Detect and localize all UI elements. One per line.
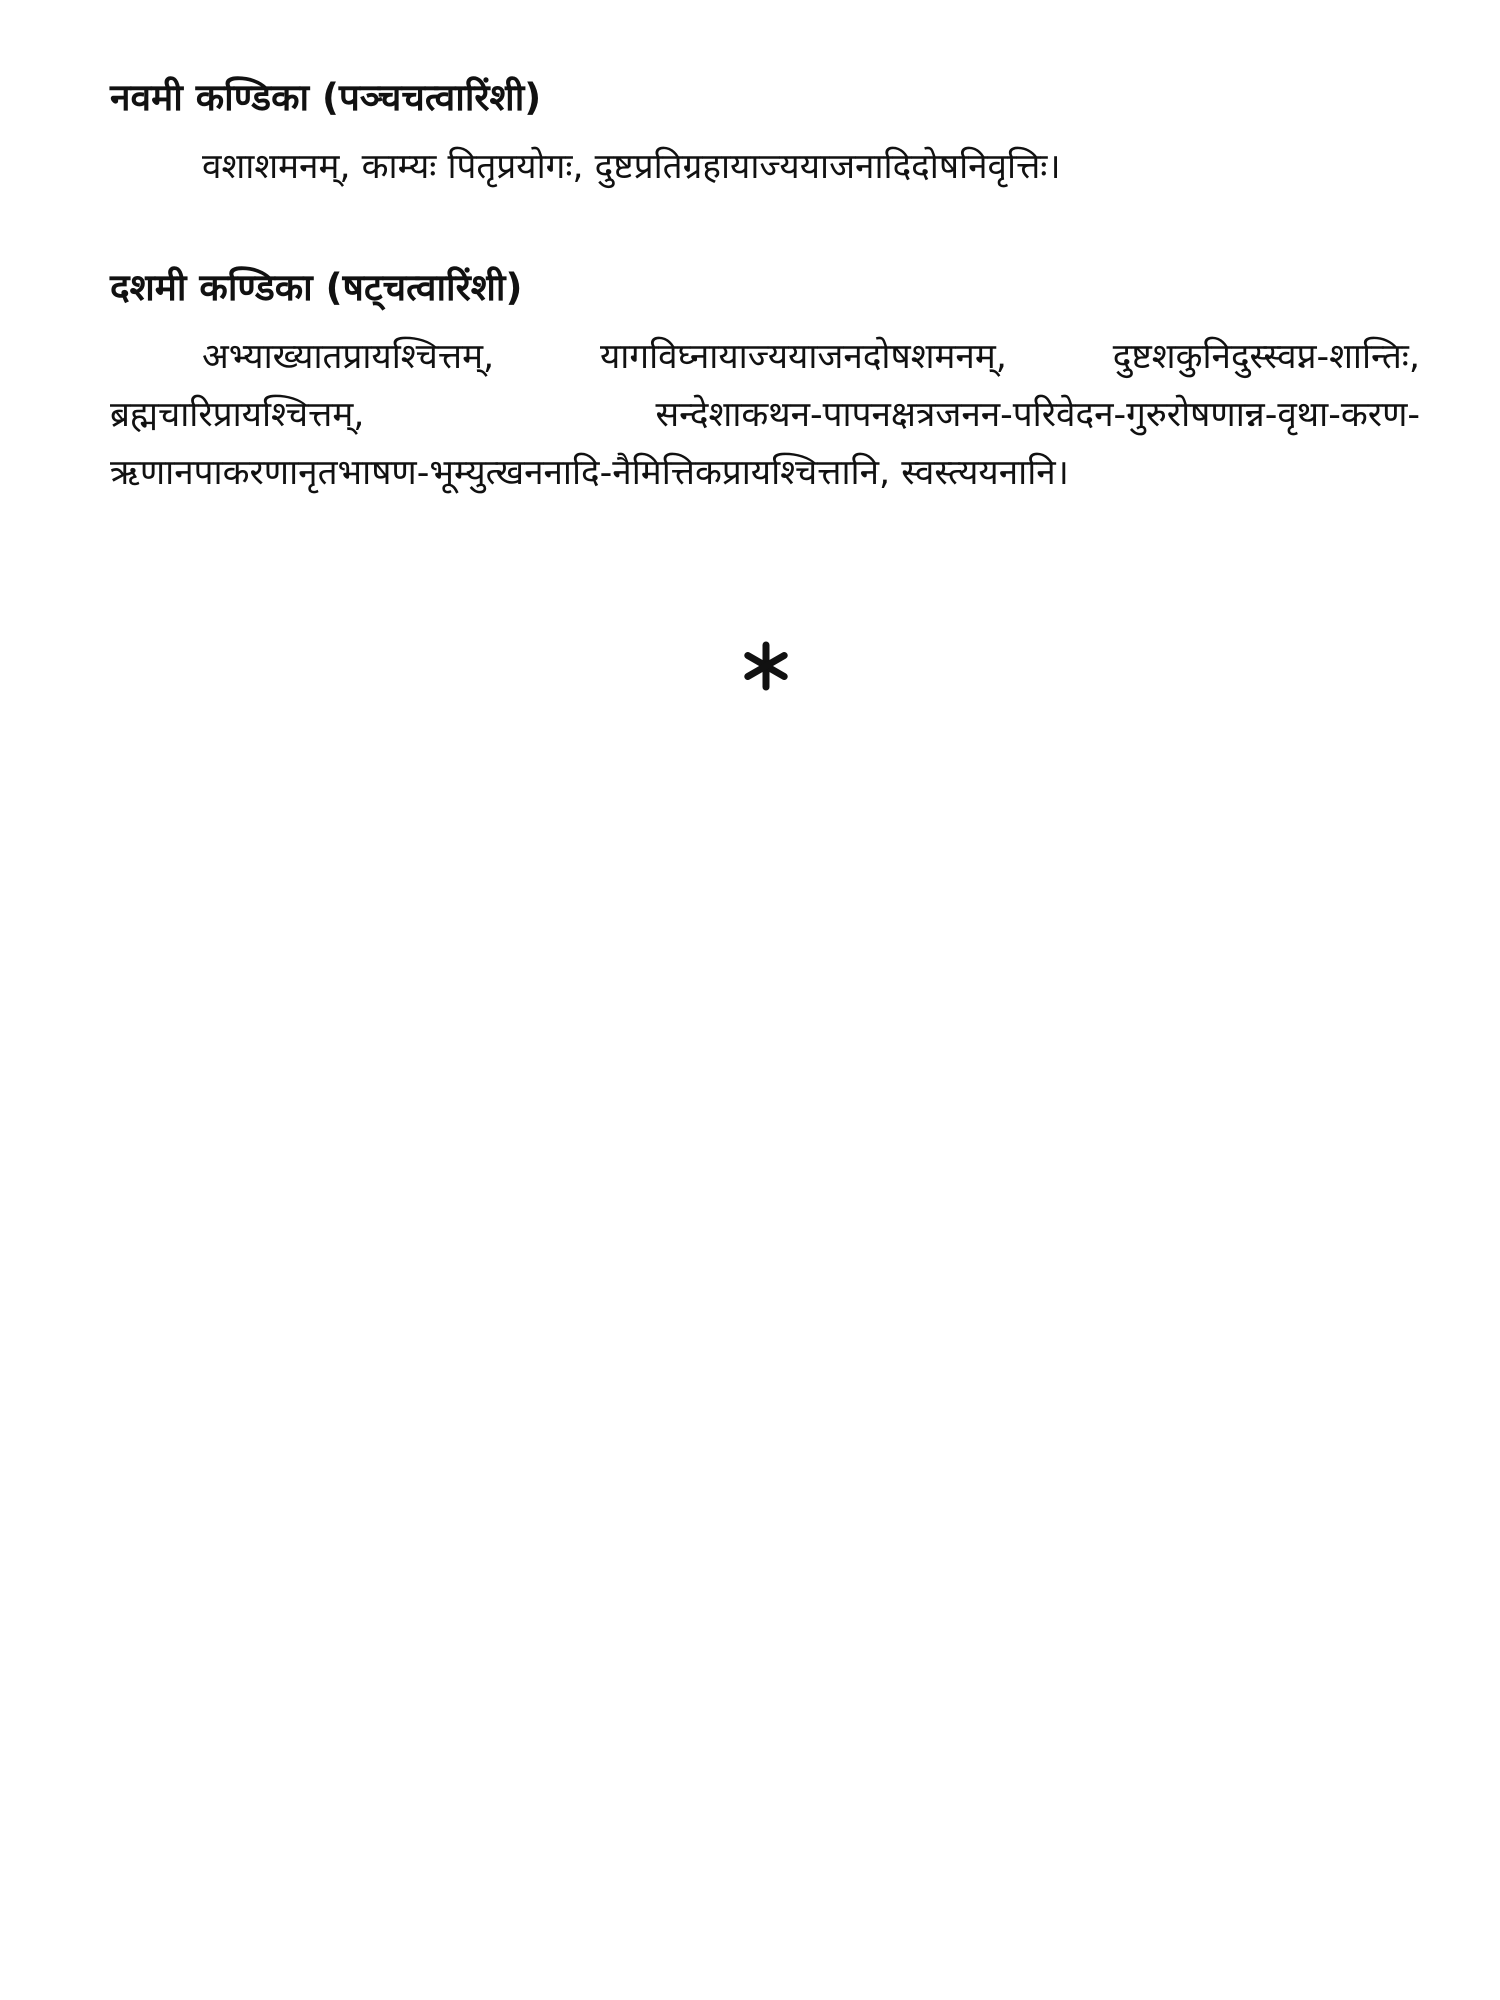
asterisk-icon bbox=[740, 640, 792, 692]
section-body: वशाशमनम्, काम्यः पितृप्रयोगः, दुष्टप्रतिग्रहायाज्ययाजनादिदोषनिवृत्तिः। bbox=[202, 147, 1061, 187]
section-heading: नवमी कण्डिका (पञ्चचत्वारिंशी) bbox=[110, 76, 542, 119]
section-navami-kandika bbox=[110, 72, 1420, 196]
section-heading: दशमी कण्डिका (षट्चत्वारिंशी) bbox=[110, 266, 523, 309]
section-dashami-kandika bbox=[110, 262, 1420, 502]
section-body: अभ्याख्यातप्रायश्चित्तम्, यागविघ्नायाज्ययाजनदोषशमनम्, दुष्टशकुनिदुस्स्वप्न-शान्तिः, ब्रह्मचारिप्रायश्चित्तम्, सन्देशाकथन-पापनक्षत्रजनन-परिवेदन-गुरुरोषणान्न-वृथा-करण-ऋणानपाकरणानृतभाषण-भूम्युत्खननादि-नैमित्तिकप्रायश्चित्तानि, स्वस्त्ययनानि। bbox=[110, 337, 1420, 493]
